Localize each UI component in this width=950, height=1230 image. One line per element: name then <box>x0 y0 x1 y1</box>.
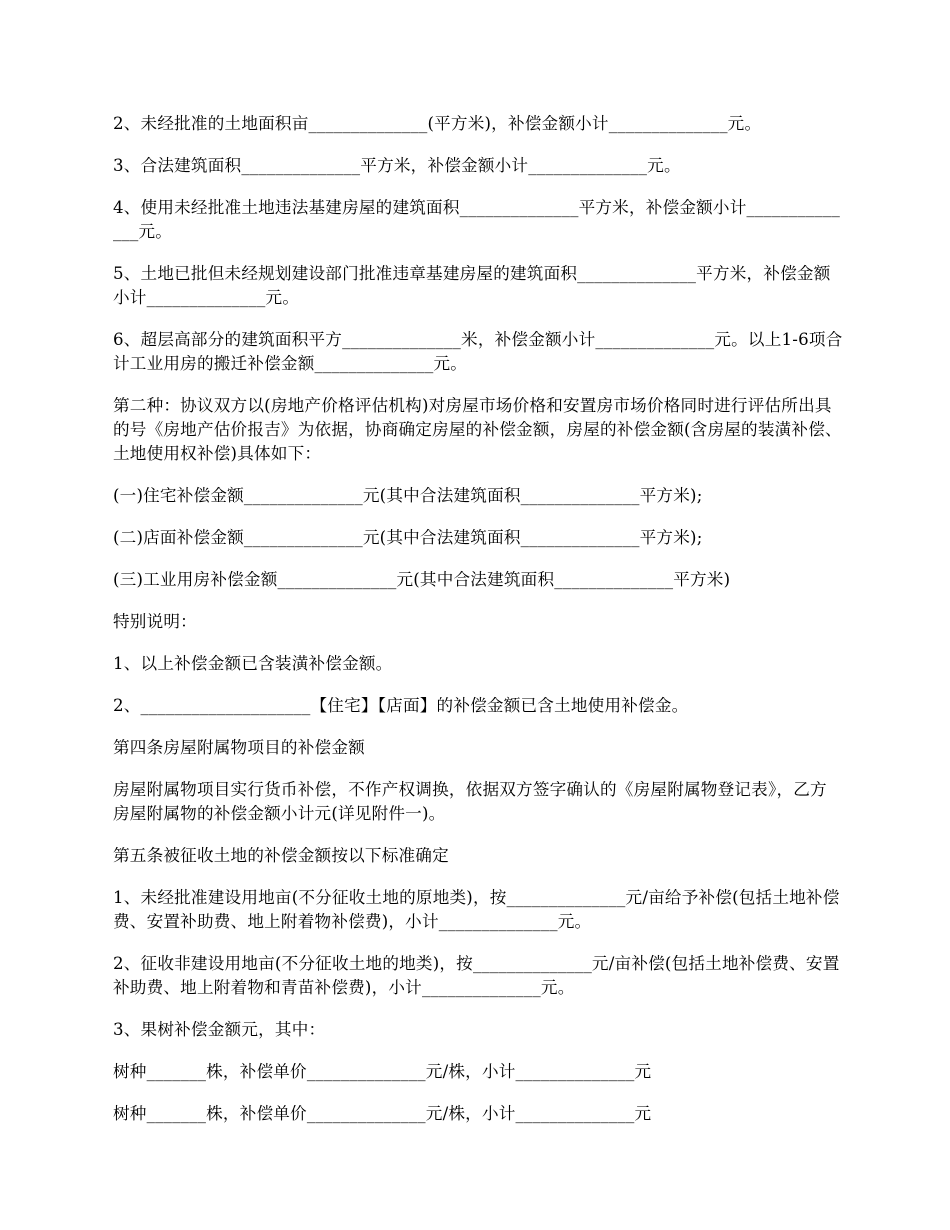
article-4-body: 房屋附属物项目实行货币补偿，不作产权调换，依据双方签字确认的《房屋附属物登记表》，乙方房屋附属物的补偿金额小计元(详见附件一)。 <box>113 780 827 823</box>
special-note-2: 2、____________________【住宅】【店面】的补偿金额已含土地使用补偿金。 <box>113 696 689 715</box>
clause-3-legal-building-area: 3、合法建筑面积______________平方米，补偿金额小计______________元。 <box>113 156 681 175</box>
article-5-item-2: 2、征收非建设用地亩(不分征收土地的地类)，按______________元/亩补偿(包括土地补偿费、安置补助费、地上附着物和青苗补偿费)，小计______________元。 <box>113 954 840 997</box>
article-5-item-3: 3、果树补偿金额元，其中： <box>113 1020 326 1039</box>
article-5-item-1: 1、未经批准建设用地亩(不分征收土地的原地类)，按______________元/亩给予补偿(包括土地补偿费、安置补助费、地上附着物补偿费)，小计______________元。 <box>113 888 840 931</box>
special-note-1: 1、以上补偿金额已含装潢补偿金额。 <box>113 654 393 673</box>
industrial-compensation-line: (三)工业用房补偿金额______________元(其中合法建筑面积______________平方米) <box>113 570 731 589</box>
special-note-heading: 特别说明： <box>113 612 197 631</box>
clause-2-unapproved-land-area: 2、未经批准的土地面积亩______________(平方米)，补偿金额小计______________元。 <box>113 114 762 133</box>
tree-species-line-1: 树种_______株，补偿单价______________元/株，小计______________元 <box>113 1062 652 1081</box>
tree-species-line-2: 树种_______株，补偿单价______________元/株，小计______________元 <box>113 1104 652 1123</box>
residential-compensation-line: (一)住宅补偿金额______________元(其中合法建筑面积______________平方米); <box>113 486 703 505</box>
clause-4-illegal-construction-area: 4、使用未经批准土地违法基建房屋的建筑面积______________平方米，补偿金额小计______________元。 <box>113 198 840 241</box>
article-4-heading: 第四条房屋附属物项目的补偿金额 <box>113 738 365 757</box>
clause-6-over-height-area: 6、超层高部分的建筑面积平方______________米，补偿金额小计______________元。以上1-6项合计工业用房的搬迁补偿金额______________元。 <box>113 330 843 373</box>
option-two-appraisal-paragraph: 第二种：协议双方以(房地产价格评估机构)对房屋市场价格和安置房市场价格同时进行评估所出具的号《房地产估价报吉》为依据，协商确定房屋的补偿金额，房屋的补偿金额(含房屋的装潢补偿、土地使用权补偿)具体如下： <box>113 396 842 463</box>
clause-5-unplanned-construction-area: 5、土地已批但未经规划建设部门批准违章基建房屋的建筑面积______________平方米，补偿金额小计______________元。 <box>113 264 831 307</box>
shop-compensation-line: (二)店面补偿金额______________元(其中合法建筑面积______________平方米); <box>113 528 703 547</box>
article-5-heading: 第五条被征收土地的补偿金额按以下标准确定 <box>113 846 449 865</box>
document-body <box>113 112 843 1144</box>
